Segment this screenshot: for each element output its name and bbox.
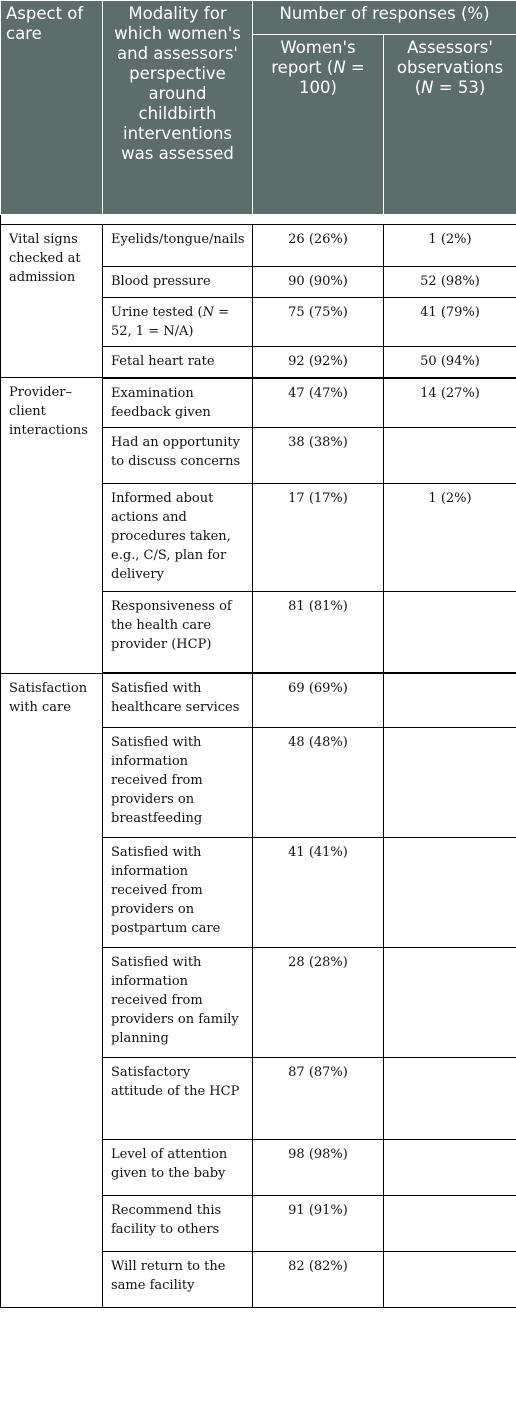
womens-report-cell: 81 (81%) bbox=[253, 591, 384, 673]
womens-report-cell: 28 (28%) bbox=[253, 947, 384, 1057]
header-aspect: Aspect of care bbox=[1, 1, 103, 215]
womens-report-cell: 91 (91%) bbox=[253, 1195, 384, 1251]
womens-report-cell: 75 (75%) bbox=[253, 298, 384, 347]
modality-cell: Level of attention given to the baby bbox=[103, 1139, 253, 1195]
assessors-cell bbox=[384, 1139, 516, 1195]
assessors-cell: 50 (94%) bbox=[384, 347, 516, 378]
assessors-cell bbox=[384, 947, 516, 1057]
assessors-cell bbox=[384, 1057, 516, 1139]
modality-cell: Will return to the same facility bbox=[103, 1251, 253, 1307]
modality-cell: Informed about actions and procedures taken, e.g., C/S, plan for delivery bbox=[103, 483, 253, 591]
table-row bbox=[1, 378, 516, 428]
womens-report-cell: 87 (87%) bbox=[253, 1057, 384, 1139]
header-modality: Modality for which women's and assessors' perspective around childbirth interventions was assessed bbox=[103, 1, 253, 215]
assessors-cell bbox=[384, 837, 516, 947]
aspect-satisfaction: Satisfaction with care bbox=[1, 673, 103, 1307]
modality-cell: Satisfied with information received from providers on breastfeeding bbox=[103, 727, 253, 837]
modality-cell: Recommend this facility to others bbox=[103, 1195, 253, 1251]
womens-report-cell: 47 (47%) bbox=[253, 378, 384, 428]
assessors-cell bbox=[384, 673, 516, 727]
modality-cell: Urine tested (N = 52, 1 = N/A) bbox=[103, 298, 253, 347]
assessors-cell: 1 (2%) bbox=[384, 225, 516, 267]
assessors-cell: 1 (2%) bbox=[384, 483, 516, 591]
modality-cell: Eyelids/tongue/nails bbox=[103, 225, 253, 267]
modality-cell: Satisfactory attitude of the HCP bbox=[103, 1057, 253, 1139]
assessors-cell bbox=[384, 1251, 516, 1307]
womens-report-cell: 98 (98%) bbox=[253, 1139, 384, 1195]
modality-cell: Had an opportunity to discuss concerns bbox=[103, 427, 253, 483]
table-row bbox=[1, 225, 516, 267]
assessors-cell bbox=[384, 427, 516, 483]
womens-report-cell: 90 (90%) bbox=[253, 267, 384, 298]
assessors-cell: 52 (98%) bbox=[384, 267, 516, 298]
header-womens-report: Women's report (N = 100) bbox=[253, 35, 384, 215]
womens-report-cell: 48 (48%) bbox=[253, 727, 384, 837]
modality-cell: Satisfied with information received from providers on family planning bbox=[103, 947, 253, 1057]
womens-report-cell: 69 (69%) bbox=[253, 673, 384, 727]
womens-report-cell: 82 (82%) bbox=[253, 1251, 384, 1307]
womens-report-cell: 92 (92%) bbox=[253, 347, 384, 378]
table-row bbox=[1, 673, 516, 727]
womens-report-cell: 41 (41%) bbox=[253, 837, 384, 947]
header-number-of-responses: Number of responses (%) bbox=[253, 1, 516, 35]
aspect-vital-signs: Vital signs checked at admission bbox=[1, 225, 103, 378]
header-assessors-observations: Assessors' observations (N = 53) bbox=[384, 35, 516, 215]
aspect-provider-client: Provider–client interactions bbox=[1, 378, 103, 674]
womens-report-cell: 17 (17%) bbox=[253, 483, 384, 591]
header-spacer bbox=[1, 215, 516, 225]
modality-cell: Examination feedback given bbox=[103, 378, 253, 428]
assessors-cell bbox=[384, 1195, 516, 1251]
modality-cell: Blood pressure bbox=[103, 267, 253, 298]
modality-cell: Responsiveness of the health care provider (HCP) bbox=[103, 591, 253, 673]
assessors-cell bbox=[384, 727, 516, 837]
womens-report-cell: 38 (38%) bbox=[253, 427, 384, 483]
assessors-cell: 41 (79%) bbox=[384, 298, 516, 347]
womens-report-cell: 26 (26%) bbox=[253, 225, 384, 267]
assessors-cell: 14 (27%) bbox=[384, 378, 516, 428]
modality-cell: Satisfied with information received from providers on postpartum care bbox=[103, 837, 253, 947]
modality-cell: Satisfied with healthcare services bbox=[103, 673, 253, 727]
modality-cell: Fetal heart rate bbox=[103, 347, 253, 378]
assessors-cell bbox=[384, 591, 516, 673]
